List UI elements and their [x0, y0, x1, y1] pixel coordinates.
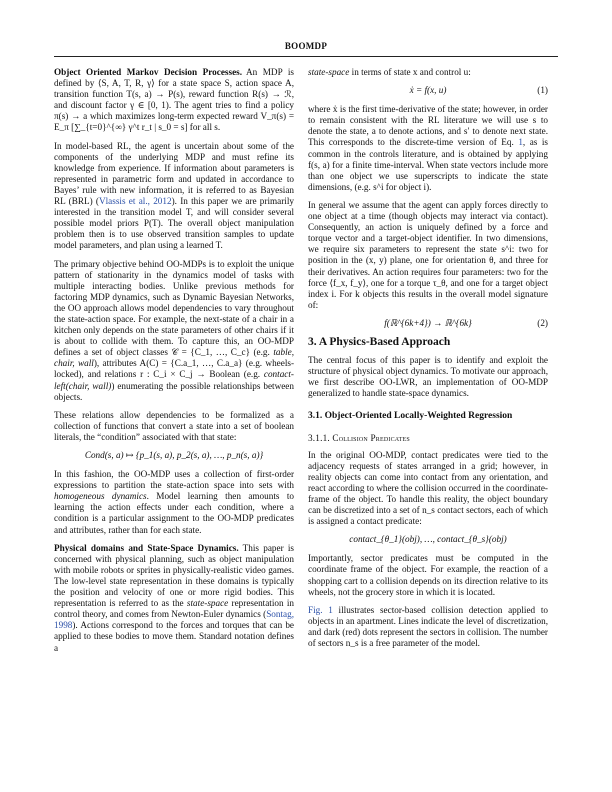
heading-number: 3.1.1. — [308, 432, 333, 443]
text: . Model learning then amounts to learning the action effects under each condition, where a condition is a particular assignment to the OO-MDP predicates and attributes, rather than for each state. — [54, 491, 294, 535]
equation-contact: contact_{θ_1}(obj), …, contact_{θ_s}(obj) — [349, 534, 507, 545]
left-column — [54, 67, 294, 661]
heading-text: Collision Predicates — [332, 432, 410, 443]
text: In general we assume that the agent can apply forces directly to one object at a time (though objects may interact via contact). Consequently, an action is uniquely defined by a force and torque vector and a target-object identifier. In two dimensions, we require six parameters to represent the state s^i: two for position in the (x, y) plane, one for orientation θ, and three for their derivatives. An action requires four parameters: two for the force ⟨f_x, f_y⟩, one for a torque τ_θ, and one for a target object index i. For k objects this results in the overall model signature of: — [308, 199, 548, 310]
text: In the original OO-MDP, contact predicates were tied to the adjacency requests of states arranged in a grid; however, in reality objects can come into contact from any orientation, and react according to where the collision occurred in the coordinate-frame of the object. To handle this reality, the object boundary can be discretized into a set of n_s contact sectors, each of which is assigned a contact predicate: — [308, 449, 548, 527]
emphasis: contact-left(chair, wall) — [54, 369, 294, 391]
text: These relations allow dependencies to be formalized as a collection of functions that convert a state into a set of boolean literals, the “condition” associated with that state: — [54, 409, 294, 442]
citation-link[interactable]: Sontag, 1998 — [54, 609, 295, 631]
text: ) enumerating the possible relationships between objects. — [54, 380, 294, 402]
header-rule — [54, 56, 558, 57]
text: ). Actions correspond to the forces and torques that can be applied to these bodies to move them. Standard notation defines a — [54, 620, 294, 653]
text: The primary objective behind OO-MDPs is to exploit the unique pattern of stationarity in the dynamics model of tasks with multiple interacting bodies. Unlike previous methods for factoring MDP dynamics, such as Dynamic Bayesian Networks, the OO approach allows model dependencies to vary throughout the state-action space. For example, the next-state of a chair in a kitchen only depends on the state parameters of other chairs if it is about to collide with them. To capture this, an OO-MDP defines a set of object classes 𝒞 = {C_1, …, C_c} (e.g. — [54, 258, 294, 358]
emphasis: homogeneous dynamics — [54, 491, 147, 502]
equation-text: ẋ = f(x, u) — [409, 85, 447, 96]
right-column — [308, 67, 548, 656]
paragraph-state-space — [308, 67, 548, 78]
paragraph-contact — [308, 450, 548, 528]
paragraph-figure-ref — [308, 605, 548, 649]
run-in-heading: Object Oriented Markov Decision Processes. — [54, 67, 243, 77]
text: An MDP is defined by ⟨S, A, T, R, γ⟩ for a state space S, action space A, transition function T(s, a) → P(s), reward function R(s) → ℛ, and discount factor γ ∈ [0, 1). The agent tries to find a policy π(s) → a which maximizes long-term expected reward V_π(s) = E_π [∑_{t=0}^{∞} γ^t r_t | s_0 = s] for all s. — [54, 67, 294, 133]
emphasis: state-space — [308, 67, 350, 77]
running-header: BOOMDP — [284, 41, 328, 51]
equation-cond: Cond(s, a) ↦ {p_1(s, a), p_2(s, a), …, p_n(s, a)} — [84, 450, 264, 460]
text: In model-based RL, the agent is uncertain about some of the components of the underlying MDP and must refine its knowledge from experience. If information about parameters is represented in parametric form and updated in accordance to Bayes’ rule with new information, it is referred to as Bayesian RL (BRL) ( — [54, 140, 294, 207]
text: representation in control theory, and comes from Newton-Euler dynamics ( — [54, 598, 295, 620]
paragraph-bayesian-rl — [54, 141, 294, 252]
paragraph-objective — [54, 259, 294, 403]
subsubsection-heading — [308, 433, 548, 444]
subsection-heading: 3.1. Object-Oriented Locally-Weighted Regression — [308, 411, 513, 422]
paragraph-central-focus — [308, 355, 548, 399]
text: In this fashion, the OO-MDP uses a collection of first-order expressions to partition the state-action space into sets with — [54, 469, 294, 491]
text: This paper is concerned with physical planning, such as object manipulation with mobile robots or sprites in physically-realistic video games. The low-level state representation in these domains is typically the position and velocity of one or more rigid bodies. This representation is referred to as the — [54, 542, 294, 609]
emphasis: state-space — [186, 598, 229, 609]
equation-1 — [308, 85, 548, 96]
text: ), attributes A(C) = {C.a_1, …, C.a_a} (e.g. wheels-locked), and relations r : C_i × C_j → Boolean (e.g. — [54, 358, 295, 380]
emphasis: table, chair, wall — [54, 347, 294, 369]
paragraph-forces — [308, 200, 548, 311]
text: ). In this paper we are primarily interested in the transition model T, and will consider several possible model priors P(T). The overall object manipulation problem then is to use observed transition samples to update model parameters, and plan using a learned T. — [54, 196, 294, 251]
paragraph-oo-mdp — [54, 67, 294, 134]
paragraph-derivative — [308, 104, 548, 193]
run-in-heading: Physical domains and State-Space Dynamics. — [54, 542, 239, 553]
equation-2 — [308, 318, 548, 329]
citation-link[interactable]: Vlassis et al., 2012 — [98, 196, 172, 207]
text: where ẋ is the first time-derivative of the state; however, in order to remain consistent with the RL literature we will use s to denote the state, a to denote actions, and s′ to denote next state. This corresponds to the discrete-time version of Eq. — [308, 104, 548, 148]
text: The central focus of this paper is to identify and exploit the structure of physical object dynamics. To motivate our approach, we first describe OO-LWR, an implementation of OO-MDP generalized to handle state-space dynamics. — [308, 355, 548, 399]
paragraph-sector-frame — [308, 553, 548, 597]
figure-ref-link[interactable]: Fig. 1 — [308, 604, 333, 615]
text: , as is common in the controls literature, and is obtained by applying f(s, a) for a finite time-interval. When state vectors include more than one object we use superscripts to indicate the state dimensions, (e.g. s^i for object i). — [308, 137, 548, 192]
equation-number: (1) — [537, 85, 548, 96]
equation-ref-link[interactable]: 1 — [518, 137, 523, 148]
section-heading: 3. A Physics-Based Approach — [308, 335, 451, 348]
paragraph-physical-domains — [54, 543, 294, 654]
equation-number: (2) — [537, 317, 548, 328]
paragraph-homogeneous — [54, 469, 294, 536]
text: illustrates sector-based collision detection applied to objects in an apartment. Lines indicate the level of discretization, and dark (red) dots represent the sectors in collision. The number of sectors n_s is a free parameter of the model. — [308, 604, 548, 649]
text: in terms of state x and control u: — [349, 67, 471, 77]
text: Importantly, sector predicates must be computed in the coordinate frame of the object. For example, the reaction of a shopping cart to a collision depends on its direction relative to its wheels, not the grocery store in which it is located. — [308, 553, 548, 597]
paragraph-relations — [54, 410, 294, 443]
equation-text: f(ℝ^{6k+4}) → ℝ^{6k} — [384, 317, 472, 328]
